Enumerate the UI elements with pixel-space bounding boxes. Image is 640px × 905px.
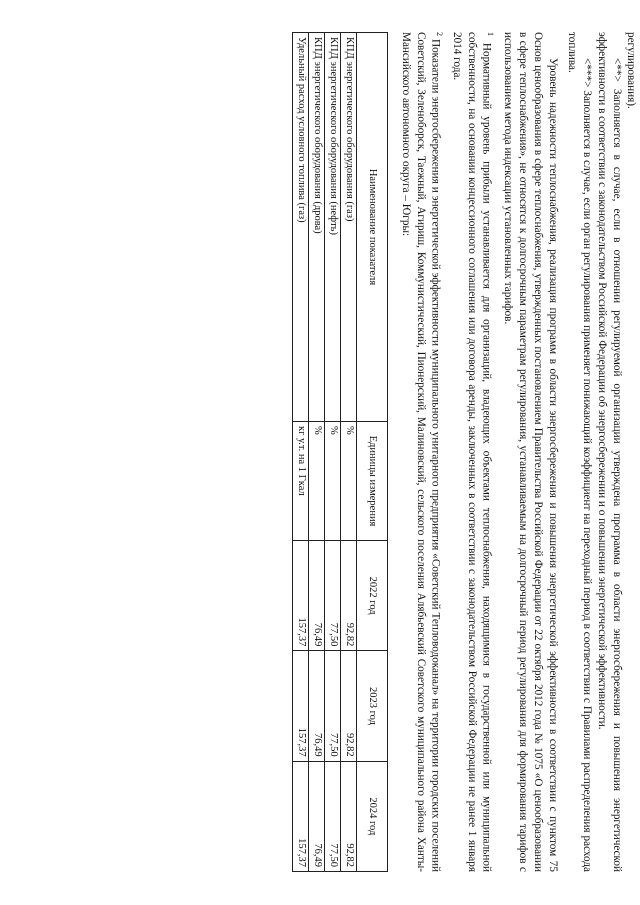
- paragraph-reliability-level: Уровень надежности теплоснабжения, реализация программ в области энергосбережения и повышения энергетической эффективности в соответствии с пунктом 75 Основ ценообразования в сфере теплоснабжения, утвержденных постановлением Правительства Российской Федерации от 22 октября 2012 года № 1075 «О ценообразовании в сфере теплоснабжения», не относятся к долгосрочным параметрам регулирования, устанавливаемым на долгосрочный период регулирования для формирования тарифов с использованием метода индексации установленных тарифов.: [502, 32, 559, 872]
- value-2024: 77,50: [325, 761, 341, 871]
- footnote-marker: 2: [435, 32, 445, 36]
- efficiency-table: [292, 32, 388, 872]
- value-2022: 157,37: [293, 541, 309, 651]
- indicator-unit: %: [341, 422, 357, 541]
- footnote-2: [398, 32, 444, 872]
- footnote-1: [449, 32, 495, 872]
- value-2024: 157,37: [293, 761, 309, 871]
- footnote-text: Показатели энергосбережения и энергетической эффективности муниципального унитарного предприятия «Советский Тепловодоканал» на территории городских поселений Советский, Зеленоборск, Таежный, Агириш, Коммунистический, Пионерский, Малиновский, сельского поселения Алябьевский Советского муниципального района Ханты-Мансийского автономного округа – Югры:: [400, 32, 442, 872]
- value-2023: 77,50: [325, 651, 341, 761]
- value-2023: 76,49: [309, 651, 325, 761]
- value-2022: 77,50: [325, 541, 341, 651]
- header-2024: 2024 год: [357, 761, 388, 871]
- indicator-name: КПД энергетического оборудования (дрова): [309, 33, 325, 422]
- note-reliability: регулирования).: [625, 32, 638, 109]
- value-2023: 92,82: [341, 651, 357, 761]
- indicator-unit: %: [309, 422, 325, 541]
- header-2023: 2023 год: [357, 651, 388, 761]
- value-2024: 76,49: [309, 761, 325, 871]
- value-2022: 76,49: [309, 541, 325, 651]
- note-energy-program: <**> Заполняется в случае, если в отношении регулируемой организации утверждена программа в области энергосбережения и повышения энергетической эффективности в соответствии с законодательством Российской Федерации об энергосбережении и о повышении энергетической эффективности.: [595, 32, 623, 872]
- value-2022: 92,82: [341, 541, 357, 651]
- header-indicator: Наименование показателя: [357, 33, 388, 422]
- value-2024: 92,82: [341, 761, 357, 871]
- indicator-name: КПД энергетического оборудования (газ): [341, 33, 357, 422]
- table-row: [325, 33, 341, 872]
- footnote-marker: 1: [486, 32, 496, 36]
- table-header-row: [357, 33, 388, 872]
- footnote-text: Нормативный уровень прибыли устанавливается для организаций, владеющих объектами теплоснабжения, находящимися в государственной или муниципальной собственности, на основании концессионного соглашения или договора аренды, заключенных в соответствии с законодательством Российской Федерации не ранее 1 января 2014 года.: [451, 32, 493, 873]
- indicator-unit: %: [325, 422, 341, 541]
- indicator-name: КПД энергетического оборудования (нефть): [325, 33, 341, 422]
- header-unit: Единицы измерения: [357, 422, 388, 541]
- note-reduction-coefficient: <***> Заполняется в случае, если орган регулирования применяет понижающий коэффициент на переходный период в соответствии с Правилами распределения расхода топлива.: [566, 32, 594, 872]
- header-2022: 2022 год: [357, 541, 388, 651]
- table-row: [293, 33, 309, 872]
- indicator-unit: кг у.т. на 1 Гкал: [293, 422, 309, 541]
- value-2023: 157,37: [293, 651, 309, 761]
- table-row: [309, 33, 325, 872]
- rotated-content: [160, 12, 640, 892]
- indicator-name: Удельный расход условного топлива (газ): [293, 33, 309, 422]
- table-row: [341, 33, 357, 872]
